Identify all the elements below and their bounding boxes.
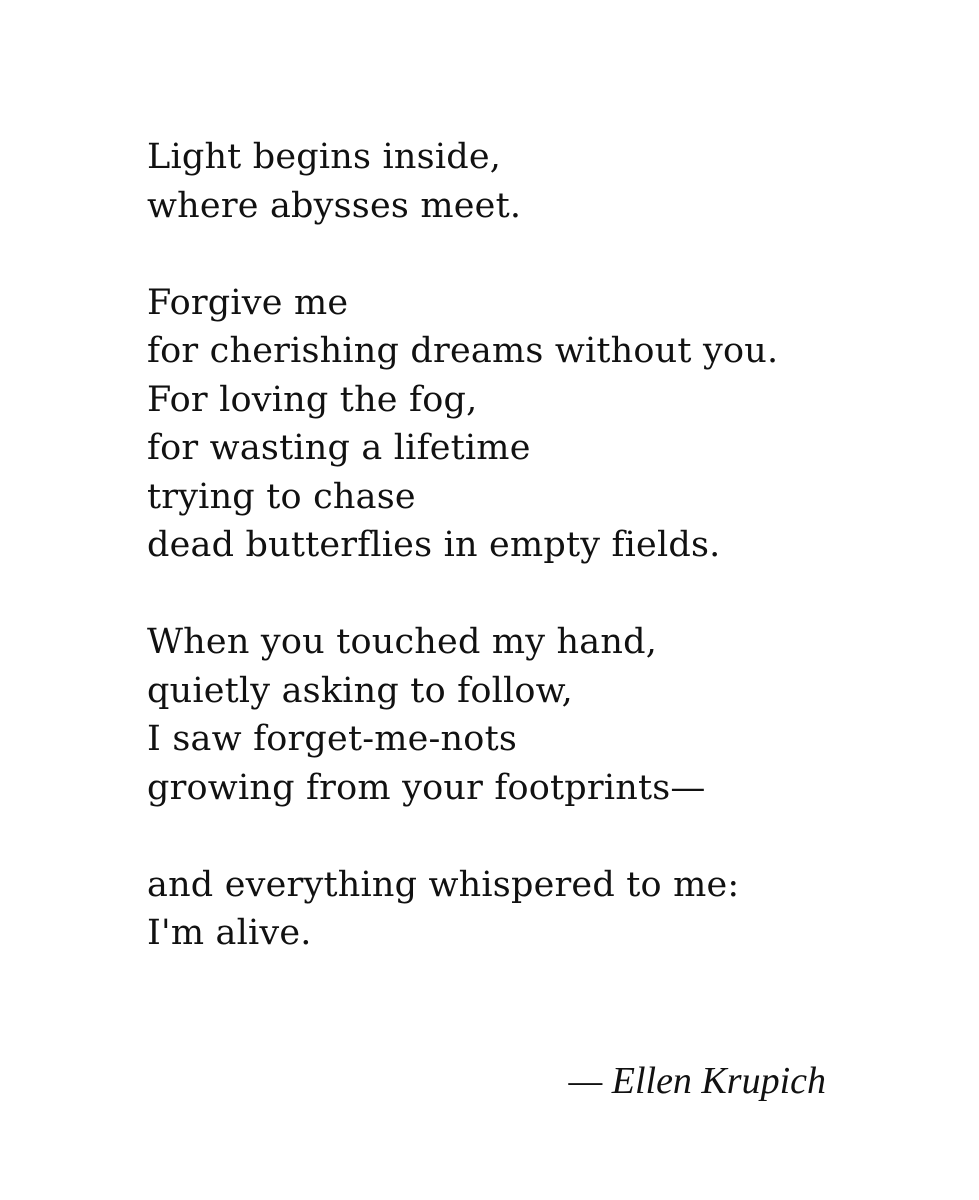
poem-line: When you touched my hand, (147, 622, 658, 662)
poem-line: I saw forget-me-nots (147, 719, 517, 759)
stanza-2 (147, 279, 907, 570)
poem-body (147, 133, 907, 958)
poem-line: where abysses meet. (147, 185, 522, 226)
poem-line: for wasting a lifetime (147, 428, 531, 468)
stanza-3 (147, 618, 907, 812)
poem-line: I'm alive. (147, 913, 312, 953)
stanza-4 (147, 861, 907, 958)
poem-line: Light begins inside, (147, 137, 502, 177)
stanza-1 (147, 133, 907, 230)
poem-line: For loving the fog, (147, 379, 478, 420)
poem-line: and everything whispered to me: (147, 864, 740, 905)
author-signature: — Ellen Krupich (568, 1060, 826, 1102)
poem-line: Forgive me (147, 282, 349, 323)
poem-line: dead butterflies in empty fields. (147, 525, 721, 565)
poem-line: growing from your footprints— (147, 767, 706, 808)
poem-line: trying to chase (147, 476, 416, 517)
poem-line: quietly asking to follow, (147, 670, 573, 711)
poem-line: for cherishing dreams without you. (147, 331, 779, 371)
